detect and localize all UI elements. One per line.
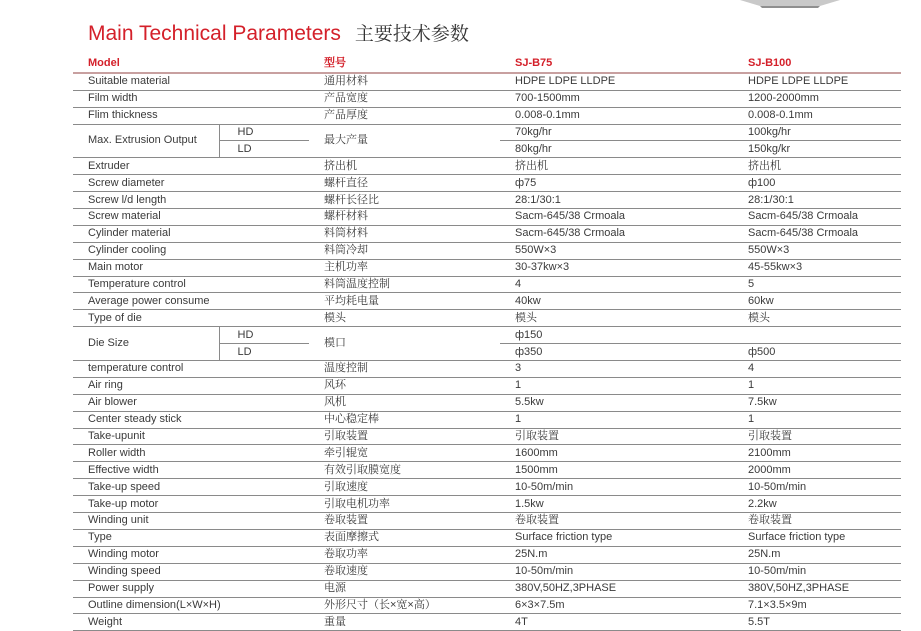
header-model-cn: 型号 (309, 56, 500, 73)
value-sj-b75: 5.5kw (500, 394, 733, 411)
value-sj-b75: 0.008-0.1mm (500, 107, 733, 124)
value-sj-b75: 引取装置 (500, 428, 733, 445)
parameter-name-cn: 挤出机 (309, 158, 500, 175)
parameter-name-cn: 模头 (309, 310, 500, 327)
value-sj-b100: 60kw (733, 293, 901, 310)
table-row (73, 513, 901, 530)
parameter-name-cn: 主机功率 (309, 259, 500, 276)
table-row (73, 411, 901, 428)
page-title (88, 19, 469, 49)
parameter-name-cn: 外形尺寸（长×宽×高） (309, 597, 500, 614)
value-sj-b75: 700-1500mm (500, 90, 733, 107)
value-sj-b100: HDPE LDPE LLDPE (733, 73, 901, 90)
parameter-name: Take-upunit (73, 428, 309, 445)
parameter-name: Cylinder material (73, 225, 309, 242)
value-sj-b75: 10-50m/min (500, 563, 733, 580)
table-row (73, 394, 901, 411)
value-sj-b100: 5 (733, 276, 901, 293)
table-row (73, 242, 901, 259)
value-sj-b100: 28:1/30:1 (733, 192, 901, 209)
table-row (73, 124, 901, 141)
parameter-name: Take-up speed (73, 479, 309, 496)
title-english: Main Technical Parameters (88, 22, 341, 45)
table-row (73, 107, 901, 124)
value-sj-b100: 挤出机 (733, 158, 901, 175)
parameter-name-cn: 中心稳定棒 (309, 411, 500, 428)
parameter-name-cn: 料筒冷却 (309, 242, 500, 259)
value-sj-b100: Sacm-645/38 Crmoala (733, 209, 901, 226)
value-sj-b75: 380V,50HZ,3PHASE (500, 580, 733, 597)
value-sj-b75: 3 (500, 361, 733, 378)
parameter-name-cn: 螺杆长径比 (309, 192, 500, 209)
parameter-name-cn: 螺杆材料 (309, 209, 500, 226)
parameter-name: Screw l/d length (73, 192, 309, 209)
table-row (73, 428, 901, 445)
parameter-name: Winding motor (73, 546, 309, 563)
parameter-name: Air blower (73, 394, 309, 411)
parameter-name: Center steady stick (73, 411, 309, 428)
value-sj-b75: 40kw (500, 293, 733, 310)
table-row (73, 327, 901, 344)
value-sj-b100: 100kg/hr (733, 124, 901, 141)
parameter-name: Take-up motor (73, 496, 309, 513)
parameter-name-cn: 重量 (309, 614, 500, 631)
table-row (73, 462, 901, 479)
machine-image-fragment (700, 0, 921, 8)
parameter-name: Suitable material (73, 73, 309, 90)
parameter-name-cn: 产品厚度 (309, 107, 500, 124)
parameter-name-cn: 牵引辊宽 (309, 445, 500, 462)
table-row (73, 209, 901, 226)
value-sj-b100: ф100 (733, 175, 901, 192)
value-sj-b100: 2000mm (733, 462, 901, 479)
parameter-name: Winding speed (73, 563, 309, 580)
parameter-name-cn: 卷取功率 (309, 546, 500, 563)
parameter-name: Outline dimension(L×W×H) (73, 597, 309, 614)
value-sj-b75: ф350 (500, 344, 733, 361)
table-row (73, 158, 901, 175)
value-sj-b100: 7.5kw (733, 394, 901, 411)
parameter-name-cn: 最大产量 (309, 124, 500, 158)
parameter-name: Cylinder cooling (73, 242, 309, 259)
value-sj-b75: 30-37kw×3 (500, 259, 733, 276)
value-sj-b100: Sacm-645/38 Crmoala (733, 225, 901, 242)
value-sj-b75: 6×3×7.5m (500, 597, 733, 614)
value-sj-b75: ф75 (500, 175, 733, 192)
table-row (73, 445, 901, 462)
parameter-name-cn: 通用材料 (309, 73, 500, 90)
parameter-name-cn: 引取电机功率 (309, 496, 500, 513)
value-sj-b75: 1 (500, 411, 733, 428)
value-sj-b100: 1 (733, 377, 901, 394)
table-row (73, 546, 901, 563)
table-row (73, 259, 901, 276)
parameter-name: Average power consume (73, 293, 309, 310)
parameter-name: Screw diameter (73, 175, 309, 192)
value-sj-b75: 卷取装置 (500, 513, 733, 530)
table-header-row (73, 56, 901, 73)
value-sj-b75: Sacm-645/38 Crmoala (500, 209, 733, 226)
parameter-name: Type of die (73, 310, 309, 327)
parameter-name-cn: 引取速度 (309, 479, 500, 496)
value-sj-b100: 4 (733, 361, 901, 378)
sub-parameter-label: LD (219, 141, 309, 158)
value-sj-b100: 模头 (733, 310, 901, 327)
parameter-name-cn: 有效引取膜宽度 (309, 462, 500, 479)
parameter-name: Flim thickness (73, 107, 309, 124)
sub-parameter-label: HD (219, 327, 309, 344)
parameter-name: Type (73, 529, 309, 546)
sub-parameter-label: LD (219, 344, 309, 361)
value-sj-b100: 卷取装置 (733, 513, 901, 530)
value-sj-b100: 150kg/kr (733, 141, 901, 158)
value-sj-b75: ф150 (500, 327, 733, 344)
table-row (73, 73, 901, 90)
value-sj-b100: 0.008-0.1mm (733, 107, 901, 124)
parameter-name-cn: 料筒材料 (309, 225, 500, 242)
parameter-name: Winding unit (73, 513, 309, 530)
parameter-name-cn: 温度控制 (309, 361, 500, 378)
value-sj-b100: 引取装置 (733, 428, 901, 445)
parameter-name-cn: 卷取装置 (309, 513, 500, 530)
value-sj-b75: 550W×3 (500, 242, 733, 259)
value-sj-b100: Surface friction type (733, 529, 901, 546)
value-sj-b75: 10-50m/min (500, 479, 733, 496)
table-row (73, 496, 901, 513)
value-sj-b100: 25N.m (733, 546, 901, 563)
table-row (73, 479, 901, 496)
parameter-name-cn: 引取装置 (309, 428, 500, 445)
parameter-name: Extruder (73, 158, 309, 175)
value-sj-b100: 550W×3 (733, 242, 901, 259)
header-sj-b100: SJ-B100 (733, 56, 901, 73)
value-sj-b100: ф500 (733, 344, 901, 361)
value-sj-b100: 10-50m/min (733, 563, 901, 580)
parameter-name: Film width (73, 90, 309, 107)
value-sj-b75: Surface friction type (500, 529, 733, 546)
header-sj-b75: SJ-B75 (500, 56, 733, 73)
value-sj-b75: 70kg/hr (500, 124, 733, 141)
table-row (73, 361, 901, 378)
parameter-name: Weight (73, 614, 309, 631)
title-chinese: 主要技术参数 (354, 24, 469, 45)
parameter-name: Roller width (73, 445, 309, 462)
parameter-name: Temperature control (73, 276, 309, 293)
parameter-name: Main motor (73, 259, 309, 276)
value-sj-b75: HDPE LDPE LLDPE (500, 73, 733, 90)
value-sj-b100: 380V,50HZ,3PHASE (733, 580, 901, 597)
parameter-name-cn: 产品宽度 (309, 90, 500, 107)
value-sj-b75: 4T (500, 614, 733, 631)
value-sj-b75: 25N.m (500, 546, 733, 563)
value-sj-b75: 28:1/30:1 (500, 192, 733, 209)
parameter-name-cn: 料筒温度控制 (309, 276, 500, 293)
table-row (73, 90, 901, 107)
value-sj-b100: 7.1×3.5×9m (733, 597, 901, 614)
parameter-name: Max. Extrusion Output (73, 124, 219, 158)
parameter-name-cn: 模口 (309, 327, 500, 361)
table-row (73, 310, 901, 327)
value-sj-b75: Sacm-645/38 Crmoala (500, 225, 733, 242)
parameter-name-cn: 风机 (309, 394, 500, 411)
value-sj-b100: 1200-2000mm (733, 90, 901, 107)
parameter-name: temperature control (73, 361, 309, 378)
parameter-name-cn: 螺杆直径 (309, 175, 500, 192)
value-sj-b75: 模头 (500, 310, 733, 327)
value-sj-b75: 4 (500, 276, 733, 293)
table-row (73, 614, 901, 631)
value-sj-b75: 1.5kw (500, 496, 733, 513)
value-sj-b75: 挤出机 (500, 158, 733, 175)
value-sj-b100: 5.5T (733, 614, 901, 631)
header-model: Model (73, 56, 309, 73)
value-sj-b100: 45-55kw×3 (733, 259, 901, 276)
parameter-name: Power supply (73, 580, 309, 597)
value-sj-b100: 10-50m/min (733, 479, 901, 496)
table-row (73, 192, 901, 209)
table-row (73, 377, 901, 394)
parameter-name-cn: 风环 (309, 377, 500, 394)
table-row (73, 563, 901, 580)
value-sj-b100: 1 (733, 411, 901, 428)
value-sj-b75: 1600mm (500, 445, 733, 462)
table-row (73, 293, 901, 310)
parameter-name: Screw material (73, 209, 309, 226)
value-sj-b75: 1 (500, 377, 733, 394)
parameter-name-cn: 平均耗电量 (309, 293, 500, 310)
table-row (73, 580, 901, 597)
table-row (73, 175, 901, 192)
parameter-name: Effective width (73, 462, 309, 479)
table-row (73, 597, 901, 614)
value-sj-b75: 80kg/hr (500, 141, 733, 158)
parameter-name-cn: 表面摩擦式 (309, 529, 500, 546)
parameter-name-cn: 卷取速度 (309, 563, 500, 580)
parameter-name-cn: 电源 (309, 580, 500, 597)
value-sj-b100: 2.2kw (733, 496, 901, 513)
sub-parameter-label: HD (219, 124, 309, 141)
table-row (73, 225, 901, 242)
parameters-table (73, 56, 901, 631)
table-row (73, 529, 901, 546)
value-sj-b75: 1500mm (500, 462, 733, 479)
value-sj-b100: 2100mm (733, 445, 901, 462)
value-sj-b100 (733, 327, 901, 344)
parameter-name: Air ring (73, 377, 309, 394)
table-row (73, 276, 901, 293)
parameter-name: Die Size (73, 327, 219, 361)
